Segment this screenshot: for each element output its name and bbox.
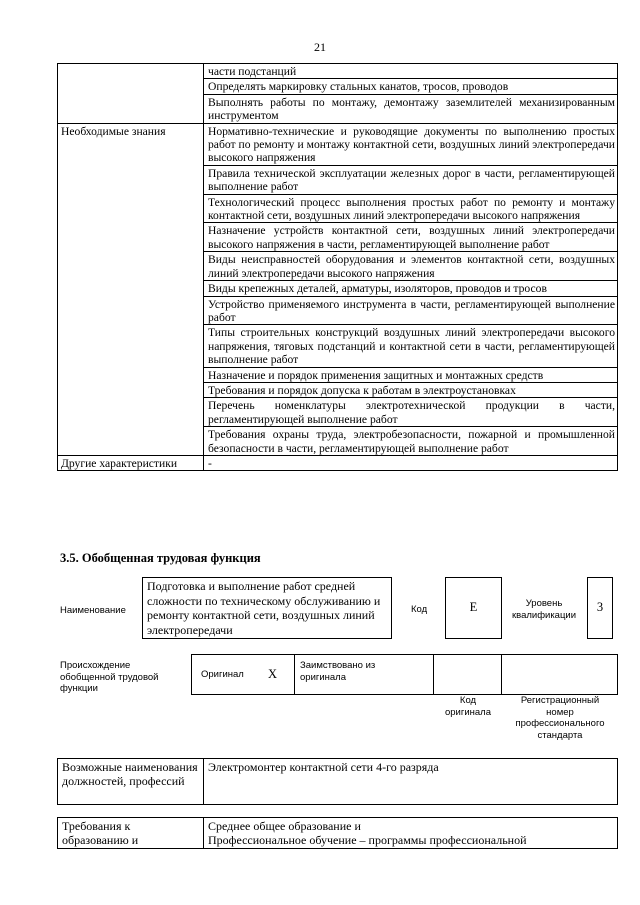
- code-original-label: Код оригинала: [444, 695, 491, 718]
- row-text: Виды неисправностей оборудования и элементов контактной сети, воздушных линий электропередачи высокого напряжения: [204, 252, 618, 281]
- row-text: Назначение и порядок применения защитных и монтажных средств: [204, 367, 618, 382]
- row-text: -: [204, 455, 618, 470]
- education-line-1: Среднее общее образование и: [208, 819, 361, 833]
- section-heading: 3.5. Обобщенная трудовая функция: [60, 551, 261, 565]
- level-value-box: [587, 577, 613, 639]
- borrowed-label: Заимствовано из оригинала: [300, 660, 376, 683]
- original-mark: X: [268, 667, 278, 681]
- code-label: Код: [411, 604, 428, 615]
- row-label: Другие характеристики: [58, 455, 204, 470]
- row-text: Назначение устройств контактной сети, воздушных линий электропередачи высокого напряжения в части, регламентирующей выполнение работ: [204, 223, 618, 252]
- table-row: [58, 455, 618, 470]
- education-line-2: Профессиональное обучение – программы профессиональной: [208, 833, 527, 847]
- positions-value: Электромонтер контактной сети 4-го разряда: [204, 759, 618, 805]
- original-cell: [191, 654, 295, 695]
- row-text: части подстанций: [204, 64, 618, 79]
- borrowed-cell: [294, 654, 434, 695]
- table-row: [58, 123, 618, 165]
- row-text: Технологический процесс выполнения простых работ по ремонту и монтажу контактной сети, воздушных линий электропередачи высокого напряжения: [204, 194, 618, 223]
- origin-label: Происхождение обобщенной трудовой функции: [60, 660, 159, 694]
- name-value-box: [142, 577, 392, 639]
- code-value-box: [445, 577, 502, 639]
- name-value: Подготовка и выполнение работ средней сложности по техническому обслуживанию и ремонту контактной сети, воздушных линий электропередачи: [147, 579, 381, 637]
- level-label: Уровень квалификации: [511, 598, 577, 621]
- positions-label: Возможные наименования должностей, профессий: [58, 759, 204, 805]
- education-table: [57, 817, 618, 849]
- row-label: [58, 64, 204, 124]
- row-text: Требования и порядок допуска к работам в электроустановках: [204, 382, 618, 397]
- row-text: Перечень номенклатуры электротехнической продукции в части, регламентирующей выполнение работ: [204, 398, 618, 427]
- original-label: Оригинал: [201, 669, 244, 680]
- table-row: [58, 64, 618, 79]
- positions-table: [57, 758, 618, 805]
- row-text: Типы строительных конструкций воздушных линий электропередачи высокого напряжения, тяговых подстанций и контактной сети в части, регламентирующей выполнение работ: [204, 325, 618, 367]
- education-value: [204, 818, 618, 849]
- level-value: 3: [596, 600, 604, 614]
- row-text: Правила технической эксплуатации железных дорог в части, регламентирующей выполнение работ: [204, 165, 618, 194]
- code-value: E: [469, 600, 478, 614]
- row-text: Определять маркировку стальных канатов, тросов, проводов: [204, 79, 618, 94]
- row-text: Нормативно-технические и руководящие документы по выполнению простых работ по ремонту и монтажу контактной сети, воздушных линий электропередачи высокого напряжения: [204, 123, 618, 165]
- row-label: Необходимые знания: [58, 123, 204, 455]
- original-code-cell: [433, 654, 502, 695]
- row-text: Устройство применяемого инструмента в части, регламентирующей выполнение работ: [204, 296, 618, 325]
- registration-number-label: Регистрационный номер профессионального стандарта: [515, 695, 605, 741]
- page-number: 21: [314, 40, 326, 54]
- registration-number-cell: [501, 654, 618, 695]
- row-text: Выполнять работы по монтажу, демонтажу заземлителей механизированным инструментом: [204, 94, 618, 123]
- knowledge-skills-table: [57, 63, 618, 471]
- education-label: Требования к образованию и: [58, 818, 204, 849]
- name-label: Наименование: [60, 605, 126, 616]
- row-text: Виды крепежных деталей, арматуры, изоляторов, проводов и тросов: [204, 281, 618, 296]
- row-text: Требования охраны труда, электробезопасности, пожарной и промышленной безопасности в части, регламентирующей выполнение работ: [204, 427, 618, 456]
